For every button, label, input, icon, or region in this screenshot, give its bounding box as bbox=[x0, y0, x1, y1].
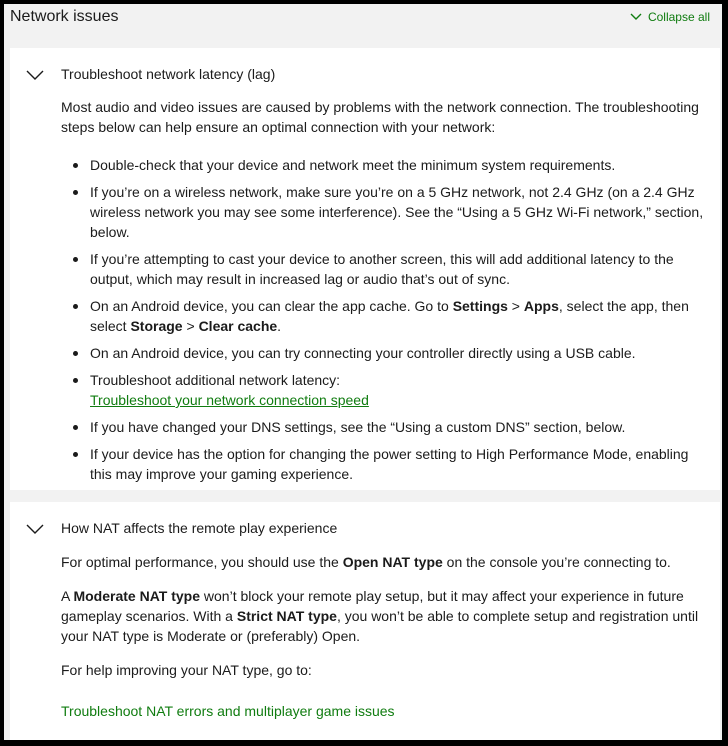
apps-label: Apps bbox=[523, 298, 559, 314]
list-item-text: If your device has the option for changing the power setting to High Performance Mode, enabling this may improve your gaming experience. bbox=[90, 446, 689, 482]
nat-errors-link[interactable]: Troubleshoot NAT errors and multiplayer game issues bbox=[61, 703, 395, 719]
list-item bbox=[61, 155, 711, 175]
list-item bbox=[61, 444, 711, 484]
page-header bbox=[4, 4, 722, 38]
list-item-text: On an Android device, you can try connecting your controller directly using a USB cable. bbox=[90, 345, 636, 361]
section-nat bbox=[10, 502, 720, 740]
nat-link-wrap bbox=[61, 701, 711, 721]
nat-paragraph-3: For help improving your NAT type, go to: bbox=[61, 662, 312, 678]
page-title: Network issues bbox=[10, 8, 119, 25]
open-nat-label: Open NAT type bbox=[342, 554, 443, 570]
nat-paragraph-2 bbox=[61, 586, 711, 646]
list-item-text: If you have changed your DNS settings, see the “Using a custom DNS” section, below. bbox=[90, 419, 626, 435]
network-issues-page bbox=[4, 4, 722, 740]
collapse-all-label: Collapse all bbox=[647, 10, 710, 24]
list-item-text: If you’re on a wireless network, make sure you’re on a 5 GHz network, not 2.4 GHz (on a 2.4 GHz wireless network you may see some interference). See the “Using a 5 GHz Wi-Fi network,” section, below. bbox=[90, 184, 704, 240]
paragraph-text: A bbox=[61, 588, 74, 604]
list-item-text: . bbox=[277, 318, 282, 334]
collapse-all-button[interactable] bbox=[630, 10, 710, 24]
list-item-text: If you’re attempting to cast your device to another screen, this will add additional latency to the output, which may result in increased lag or audio that’s out of sync. bbox=[90, 251, 674, 287]
section-title[interactable]: Troubleshoot network latency (lag) bbox=[61, 66, 276, 82]
nat-paragraph-1 bbox=[61, 552, 711, 572]
list-item bbox=[61, 296, 711, 336]
troubleshoot-list bbox=[61, 155, 711, 491]
list-item bbox=[61, 370, 711, 410]
chevron-down-icon bbox=[26, 524, 44, 534]
strict-nat-label: Strict NAT type bbox=[236, 608, 337, 624]
chevron-down-icon bbox=[630, 13, 642, 21]
list-item-text: , select the app, then select bbox=[90, 298, 689, 334]
separator: > bbox=[507, 298, 524, 314]
separator: > bbox=[182, 318, 199, 334]
storage-label: Storage bbox=[130, 318, 183, 334]
chevron-down-icon bbox=[26, 70, 44, 80]
clear-cache-label: Clear cache bbox=[198, 318, 278, 334]
network-speed-link[interactable]: Troubleshoot your network connection speed bbox=[90, 392, 369, 408]
paragraph-text: on the console you’re connecting to. bbox=[442, 554, 671, 570]
list-item-text: Troubleshoot additional network latency: bbox=[90, 372, 341, 388]
section-intro: Most audio and video issues are caused by problems with the network connection. The troubleshooting steps below can help ensure an optimal connection with your network: bbox=[61, 99, 699, 135]
section-network-latency bbox=[10, 48, 720, 490]
paragraph-text: For optimal performance, you should use the bbox=[61, 554, 343, 570]
list-item-text: On an Android device, you can clear the app cache. Go to bbox=[90, 298, 453, 314]
section-toggle-network-latency[interactable] bbox=[26, 70, 44, 80]
list-item bbox=[61, 182, 711, 242]
moderate-nat-label: Moderate NAT type bbox=[73, 588, 201, 604]
settings-label: Settings bbox=[452, 298, 508, 314]
paragraph-text: won’t block your remote play setup, but it may affect your experience in future gameplay scenarios. With a bbox=[61, 588, 684, 624]
paragraph-text: , you won’t be able to complete setup and registration until your NAT type is Moderate or (preferably) Open. bbox=[61, 608, 699, 644]
list-item bbox=[61, 343, 711, 363]
section-toggle-nat[interactable] bbox=[26, 524, 44, 534]
list-item bbox=[61, 249, 711, 289]
section-title[interactable]: How NAT affects the remote play experience bbox=[61, 520, 338, 536]
list-item-text: Double-check that your device and network meet the minimum system requirements. bbox=[90, 157, 616, 173]
list-item bbox=[61, 417, 711, 437]
